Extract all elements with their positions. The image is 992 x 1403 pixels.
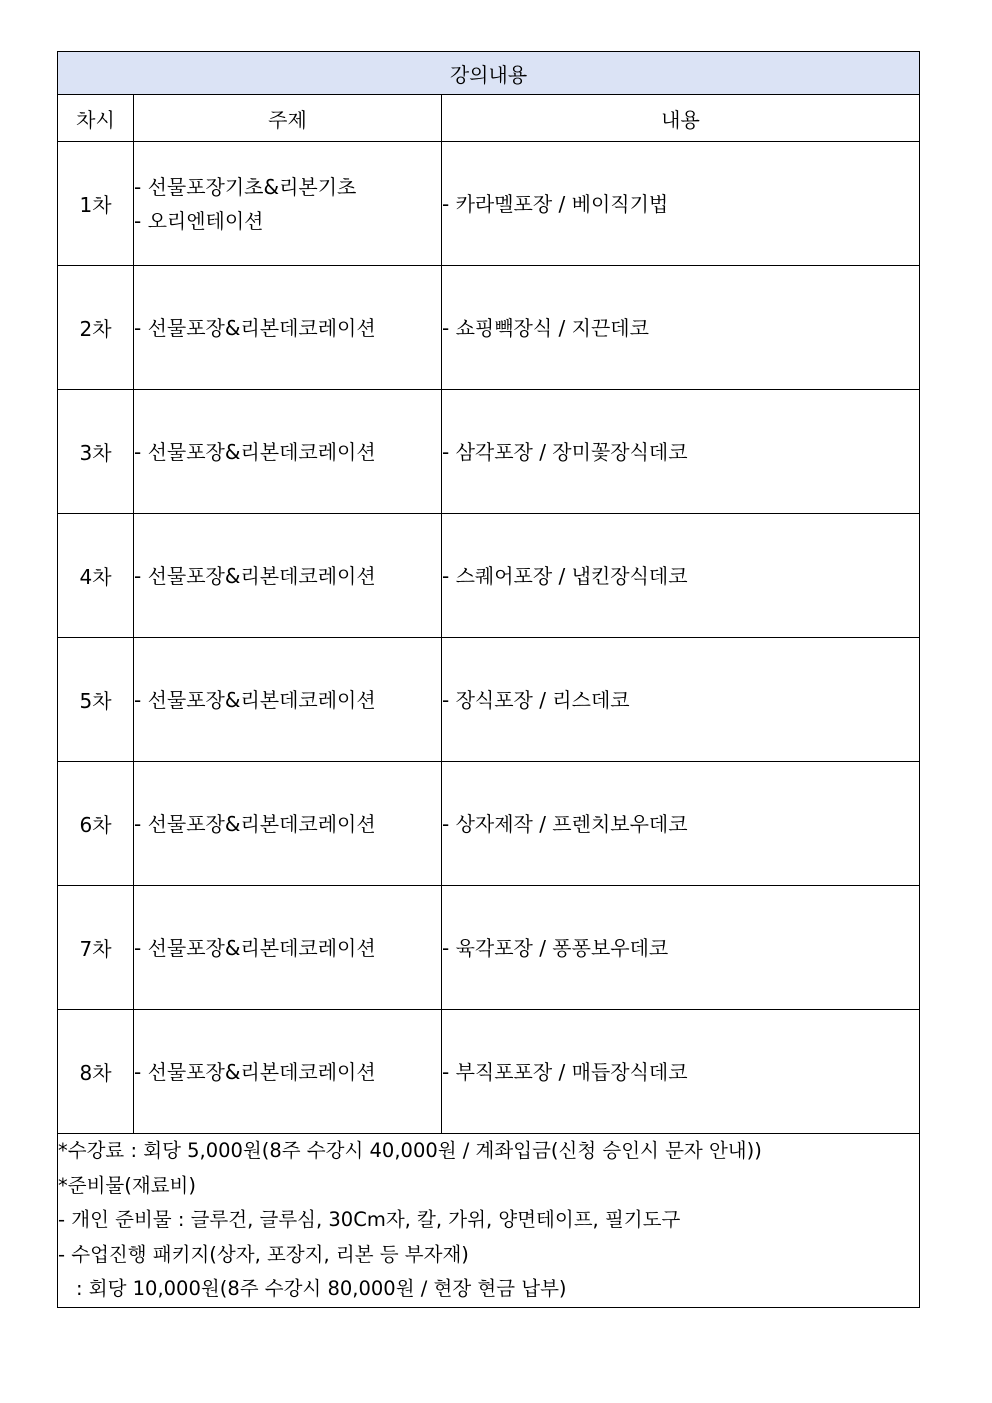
session-topic-line: - 선물포장기초&리본기초 <box>134 174 357 199</box>
session-number: 6차 <box>58 762 134 886</box>
session-content-line: - 스퀘어포장 / 냅킨장식데코 <box>442 563 688 588</box>
package-note: - 수업진행 패키지(상자, 포장지, 리본 등 부자재) <box>58 1242 469 1266</box>
session-content-line: - 삼각포장 / 장미꽃장식데코 <box>442 439 688 464</box>
table-row <box>58 1010 920 1134</box>
session-content <box>442 514 920 638</box>
lecture-schedule-table <box>57 51 920 1308</box>
table-header-row <box>58 95 920 142</box>
notes-cell <box>58 1134 920 1308</box>
session-topic-line: - 선물포장&리본데코레이션 <box>134 315 376 340</box>
header-topic: 주제 <box>134 95 442 142</box>
session-number: 3차 <box>58 390 134 514</box>
package-fee-note: : 회당 10,000원(8주 수강시 80,000원 / 현장 현금 납부) <box>76 1277 567 1300</box>
table-row <box>58 142 920 266</box>
session-number: 4차 <box>58 514 134 638</box>
table-title-row <box>58 52 920 95</box>
session-topic-line: - 선물포장&리본데코레이션 <box>134 439 376 464</box>
session-number: 5차 <box>58 638 134 762</box>
session-topic <box>134 142 442 266</box>
session-topic <box>134 1010 442 1134</box>
session-topic-line: - 선물포장&리본데코레이션 <box>134 687 376 712</box>
session-topic-line: - 선물포장&리본데코레이션 <box>134 935 376 960</box>
session-content <box>442 638 920 762</box>
session-content-line: - 카라멜포장 / 베이직기법 <box>442 191 669 216</box>
session-topic <box>134 390 442 514</box>
table-row <box>58 390 920 514</box>
notes-row <box>58 1134 920 1308</box>
table-row <box>58 638 920 762</box>
session-topic <box>134 886 442 1010</box>
session-content <box>442 142 920 266</box>
session-topic <box>134 762 442 886</box>
session-topic-line: - 선물포장&리본데코레이션 <box>134 563 376 588</box>
session-number: 2차 <box>58 266 134 390</box>
materials-heading: *준비물(재료비) <box>58 1173 196 1197</box>
session-number: 8차 <box>58 1010 134 1134</box>
fee-note: *수강료 : 회당 5,000원(8주 수강시 40,000원 / 계좌입금(신청 승인시 문자 안내)) <box>58 1139 762 1162</box>
table-title: 강의내용 <box>58 52 920 95</box>
session-content <box>442 390 920 514</box>
session-topic-line: - 오리엔테이션 <box>134 208 264 233</box>
personal-materials-note: - 개인 준비물 : 글루건, 글루심, 30Cm자, 칼, 가위, 양면테이프, 필기도구 <box>58 1208 681 1231</box>
session-content <box>442 886 920 1010</box>
session-topic <box>134 638 442 762</box>
table-row <box>58 762 920 886</box>
table-row <box>58 886 920 1010</box>
table-row <box>58 266 920 390</box>
table-row <box>58 514 920 638</box>
header-content: 내용 <box>442 95 920 142</box>
session-content <box>442 1010 920 1134</box>
session-topic <box>134 266 442 390</box>
session-content-line: - 상자제작 / 프렌치보우데코 <box>442 811 688 836</box>
session-content <box>442 762 920 886</box>
session-content-line: - 쇼핑빽장식 / 지끈데코 <box>442 315 649 340</box>
session-number: 7차 <box>58 886 134 1010</box>
header-session-number: 차시 <box>58 95 134 142</box>
session-number: 1차 <box>58 142 134 266</box>
session-topic-line: - 선물포장&리본데코레이션 <box>134 811 376 836</box>
session-topic <box>134 514 442 638</box>
session-content-line: - 육각포장 / 퐁퐁보우데코 <box>442 935 669 960</box>
session-content-line: - 장식포장 / 리스데코 <box>442 687 630 712</box>
session-content-line: - 부직포포장 / 매듭장식데코 <box>442 1059 688 1084</box>
session-content <box>442 266 920 390</box>
session-topic-line: - 선물포장&리본데코레이션 <box>134 1059 376 1084</box>
